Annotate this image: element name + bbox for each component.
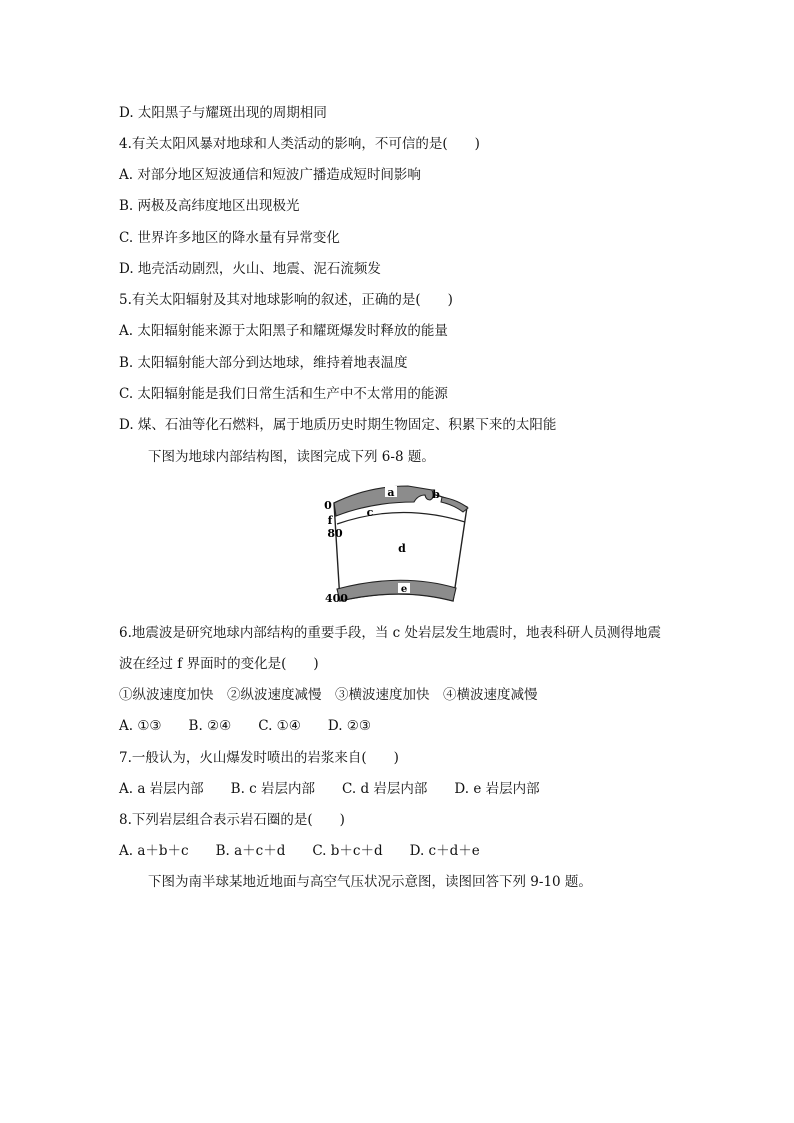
earth-structure-diagram bbox=[322, 476, 482, 610]
label-f: f bbox=[327, 514, 333, 527]
q5-option-b: B. 太阳辐射能大部分到达地球，维持着地表温度 bbox=[119, 355, 408, 371]
earth-structure-svg bbox=[322, 476, 482, 610]
q6-statements: ①纵波速度加快 ②纵波速度减慢 ③横波速度加快 ④横波速度减慢 bbox=[119, 687, 538, 703]
depth-400: 400 bbox=[325, 592, 348, 605]
q7-options: A. a 岩层内部 B. c 岩层内部 C. d 岩层内部 D. e 岩层内部 bbox=[119, 781, 540, 797]
q8-options: A. a＋b＋c B. a＋c＋d C. b＋c＋d D. c＋d＋e bbox=[119, 843, 480, 859]
label-e: e bbox=[400, 584, 408, 595]
q6-options: A. ①③ B. ②④ C. ①④ D. ②③ bbox=[119, 718, 372, 734]
label-d: d bbox=[398, 542, 406, 555]
q4-option-d: D. 地壳活动剧烈，火山、地震、泥石流频发 bbox=[119, 261, 381, 277]
figure-intro-9-10: 下图为南半球某地近地面与高空气压状况示意图，读图回答下列 9-10 题。 bbox=[148, 874, 592, 890]
q4-option-c: C. 世界许多地区的降水量有异常变化 bbox=[119, 230, 340, 246]
q5-option-c: C. 太阳辐射能是我们日常生活和生产中不太常用的能源 bbox=[119, 386, 448, 402]
q4-option-b: B. 两极及高纬度地区出现极光 bbox=[119, 198, 300, 214]
q4-option-a: A. 对部分地区短波通信和短波广播造成短时间影响 bbox=[119, 167, 421, 183]
question-6-cont: 波在经过 f 界面时的变化是( ) bbox=[119, 656, 319, 672]
question-8: 8.下列岩层组合表示岩石圈的是( ) bbox=[119, 812, 345, 828]
text-line-option-d-q3: D. 太阳黑子与耀斑出现的周期相同 bbox=[119, 105, 327, 121]
figure-intro-6-8: 下图为地球内部结构图，读图完成下列 6-8 题。 bbox=[148, 449, 435, 465]
question-6: 6.地震波是研究地球内部结构的重要手段，当 c 处岩层发生地震时，地表科研人员测得地震 bbox=[119, 625, 662, 641]
depth-80: 80 bbox=[327, 527, 343, 540]
depth-0: 0 bbox=[324, 499, 332, 512]
question-4: 4.有关太阳风暴对地球和人类活动的影响，不可信的是( ) bbox=[119, 136, 480, 152]
question-7: 7.一般认为，火山爆发时喷出的岩浆来自( ) bbox=[119, 750, 399, 766]
label-c: c bbox=[366, 506, 374, 519]
layer-a-crust bbox=[334, 486, 433, 516]
boundary-f bbox=[337, 512, 465, 524]
label-b: b bbox=[432, 488, 440, 501]
q5-option-a: A. 太阳辐射能来源于太阳黑子和耀斑爆发时释放的能量 bbox=[119, 323, 448, 339]
question-5: 5.有关太阳辐射及其对地球影响的叙述，正确的是( ) bbox=[119, 292, 453, 308]
q5-option-d: D. 煤、石油等化石燃料，属于地质历史时期生物固定、积累下来的太阳能 bbox=[119, 417, 557, 433]
layer-e-band bbox=[337, 580, 456, 601]
layer-b-strip bbox=[441, 497, 468, 512]
label-a: a bbox=[387, 486, 395, 499]
